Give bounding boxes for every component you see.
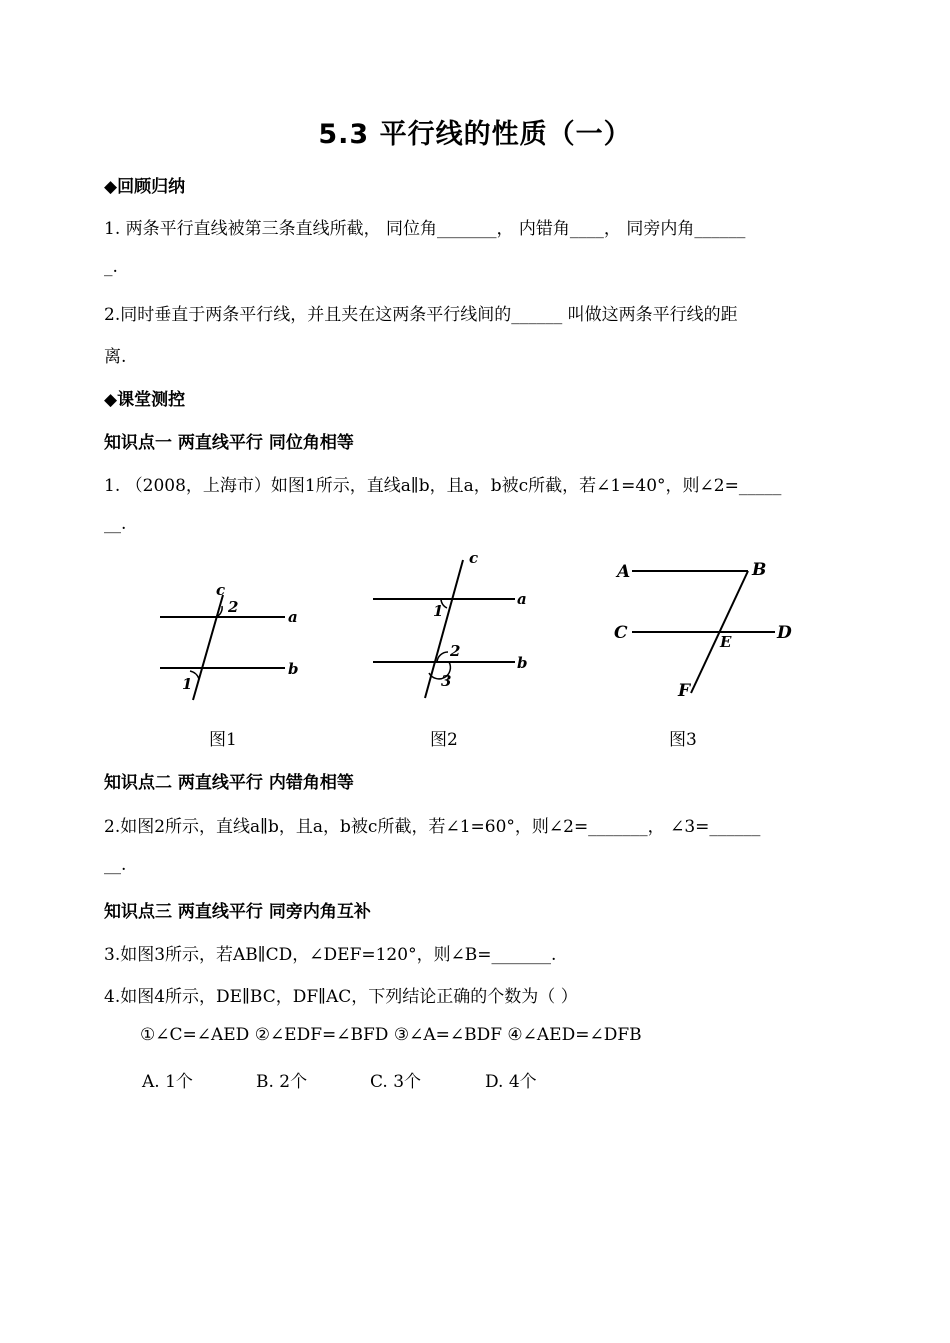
page-title: 5.3 平行线的性质（一）: [318, 119, 632, 150]
label-c: c: [469, 549, 479, 567]
label-C: C: [614, 623, 628, 643]
knowledge-point-1: 知识点一 两直线平行 同位角相等: [104, 433, 354, 453]
review-heading: ◆回顾归纳: [104, 177, 186, 197]
label-E: E: [720, 633, 732, 651]
question-4: 4.如图4所示，DE∥BC，DF∥AC，下列结论正确的个数为（ ）: [104, 987, 578, 1007]
question-1-line2: __.: [104, 514, 127, 534]
review-q2-line1: 2.同时垂直于两条平行线，并且夹在这两条平行线间的______ 叫做这两条平行线的距: [104, 305, 738, 325]
figure-3-caption: 图3: [669, 730, 697, 750]
label-F: F: [678, 681, 691, 700]
label-angle-3: 3: [441, 672, 452, 690]
angle-2-arc: [437, 652, 448, 662]
question-1-line1: 1. （2008，上海市）如图1所示，直线a∥b，且a，b被c所截，若∠1=40°，则∠2=_____: [104, 476, 782, 496]
knowledge-point-3: 知识点三 两直线平行 同旁内角互补: [104, 902, 371, 922]
label-c: c: [216, 581, 226, 599]
question-4-statements: ①∠C=∠AED ②∠EDF=∠BFD ③∠A=∠BDF ④∠AED=∠DFB: [140, 1025, 642, 1045]
review-q1-line2: _.: [104, 257, 118, 277]
line-c: [193, 595, 223, 700]
figure-1-caption: 图1: [209, 730, 237, 750]
label-A: A: [617, 562, 631, 582]
choice-d: D. 4个: [485, 1072, 537, 1092]
label-D: D: [777, 623, 792, 643]
label-angle-2: 2: [228, 598, 239, 616]
label-angle-1: 1: [182, 675, 193, 693]
choice-c: C. 3个: [370, 1072, 422, 1092]
label-a: a: [288, 608, 298, 626]
question-2-line1: 2.如图2所示，直线a∥b，且a，b被c所截，若∠1=60°，则∠2=_______， ∠3=______: [104, 817, 761, 837]
figure-2-diagram: [365, 548, 540, 703]
review-q2-line2: 离.: [104, 347, 127, 367]
label-angle-1: 1: [433, 602, 444, 620]
question-3: 3.如图3所示，若AB∥CD，∠DEF=120°，则∠B=_______.: [104, 945, 557, 965]
choice-a: A. 1个: [142, 1072, 193, 1092]
label-a: a: [517, 590, 527, 608]
figure-3-diagram: [605, 550, 805, 700]
label-b: b: [517, 654, 528, 672]
choice-b: B. 2个: [256, 1072, 308, 1092]
classroom-heading: ◆课堂测控: [104, 390, 186, 410]
knowledge-point-2: 知识点二 两直线平行 内错角相等: [104, 773, 354, 793]
figure-2-caption: 图2: [430, 730, 458, 750]
label-angle-2: 2: [450, 642, 461, 660]
label-b: b: [288, 660, 299, 678]
figure-1-diagram: [150, 575, 310, 705]
label-B: B: [752, 560, 767, 580]
review-q1-line1: 1. 两条平行直线被第三条直线所截， 同位角_______， 内错角____， 同旁内角______: [104, 219, 746, 239]
question-2-line2: __.: [104, 855, 127, 875]
